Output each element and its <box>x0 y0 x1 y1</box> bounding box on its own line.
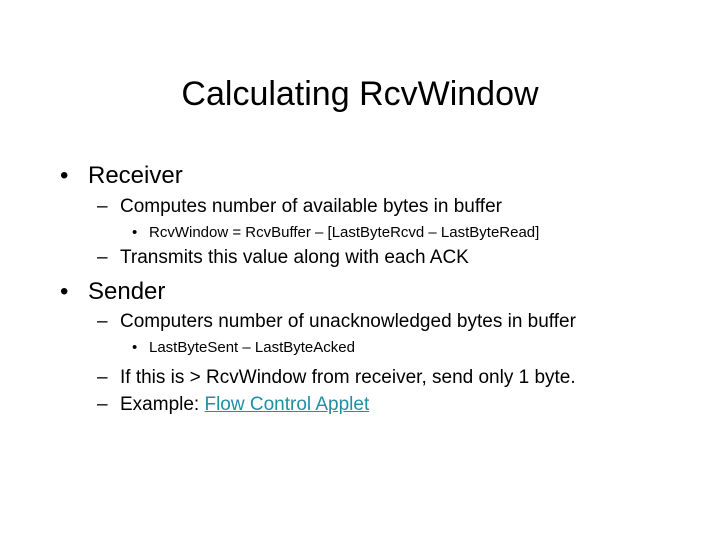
receiver-formula <box>132 223 539 243</box>
receiver-formula-text: RcvWindow = RcvBuffer – [LastByteRcvd – LastByteRead] <box>149 224 540 241</box>
sender-label: Sender <box>88 278 166 305</box>
dash-marker: – <box>97 196 108 217</box>
sender-point-1-text: Computers number of unacknowledged bytes in buffer <box>120 311 576 332</box>
sender-point-1 <box>97 310 576 334</box>
sender-point-2-text: If this is > RcvWindow from receiver, send only 1 byte. <box>120 367 576 388</box>
receiver-point-1 <box>97 195 502 219</box>
bullet-receiver <box>60 162 183 190</box>
dash-marker: – <box>97 311 108 332</box>
sender-point-2 <box>97 366 576 390</box>
sender-point-3-prefix: Example: <box>120 394 205 415</box>
bullet-marker: • <box>132 224 138 241</box>
sender-formula-text: LastByteSent – LastByteAcked <box>149 339 355 356</box>
slide-title: Calculating RcvWindow <box>181 75 539 113</box>
receiver-point-2 <box>97 246 469 270</box>
flow-control-applet-link[interactable]: Flow Control Applet <box>204 394 370 415</box>
receiver-label: Receiver <box>88 162 183 189</box>
bullet-marker: • <box>132 339 138 356</box>
bullet-sender <box>60 278 165 306</box>
dash-marker: – <box>97 367 108 388</box>
sender-point-3 <box>97 393 369 417</box>
receiver-point-2-text: Transmits this value along with each ACK <box>120 247 469 268</box>
dash-marker: – <box>97 247 108 268</box>
dash-marker: – <box>97 394 108 415</box>
sender-formula <box>132 338 355 358</box>
bullet-marker: • <box>60 278 69 305</box>
receiver-point-1-text: Computes number of available bytes in buffer <box>120 196 502 217</box>
bullet-marker: • <box>60 162 69 189</box>
